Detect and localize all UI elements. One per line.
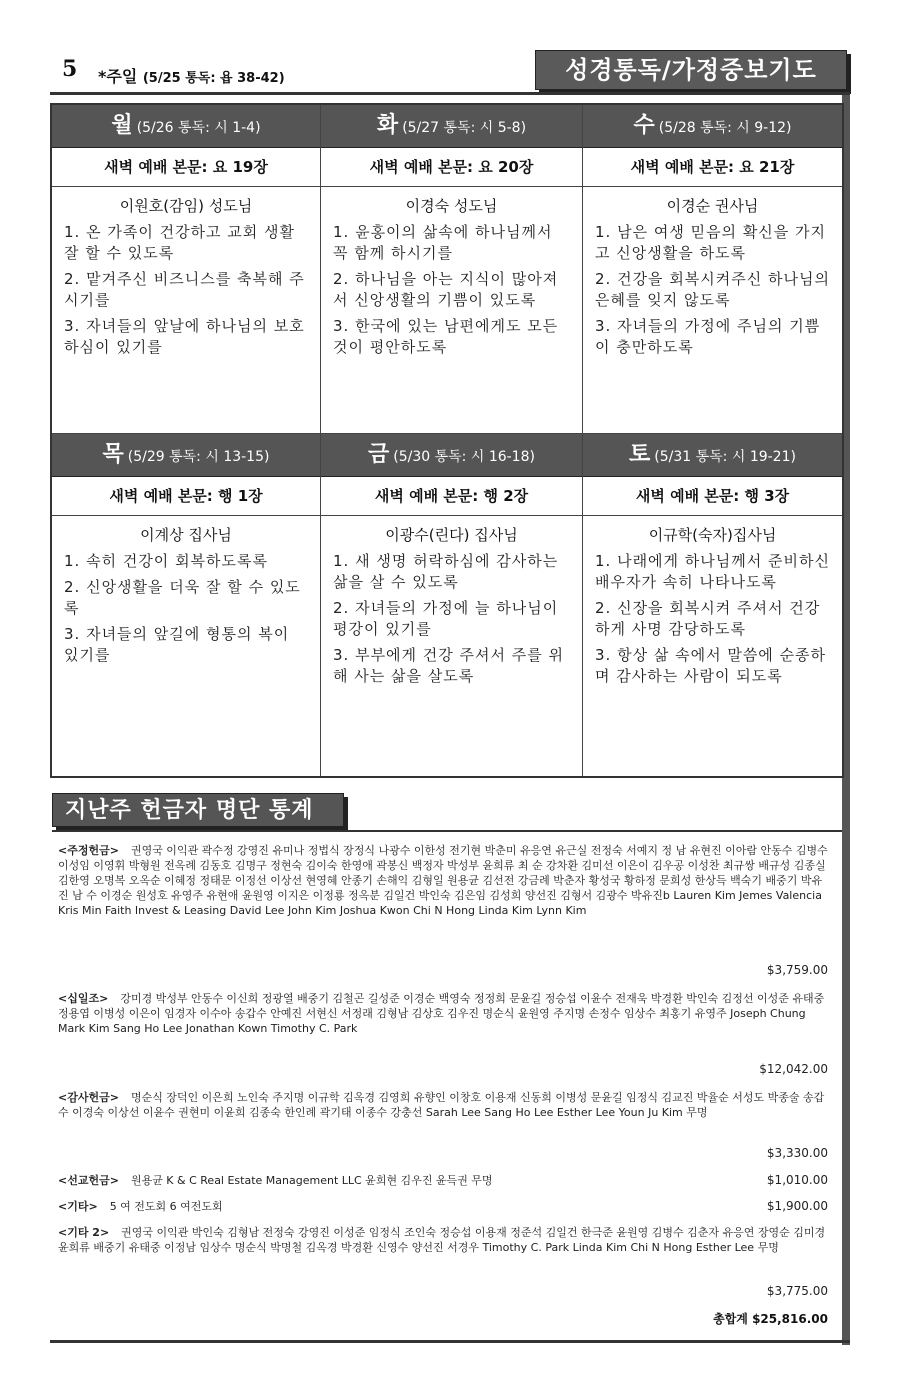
- prayer-item: 2. 건강을 회복시켜주신 하나님의 은혜를 잊지 않도록: [595, 270, 830, 309]
- day-name: 화: [376, 113, 399, 138]
- prayer-item: 2. 하나님을 아는 지식이 많아져서 신앙생활의 기쁨이 있도록: [333, 270, 559, 309]
- day-header: [321, 105, 582, 148]
- offering-block: [58, 843, 828, 918]
- offering-names: 강미경 박성부 안동수 이신희 정광열 배중기 김철곤 길성준 이경순 백영숙 정정희 문윤길 정승섭 이윤수 전재욱 박경환 박인숙 김정선 이성준 유태중 정용엽 이병성 이은이 임경자 이수아 송갑수 안예진 서현신 서정래 김형남 김상호 김우진 명순식 윤원영 주지명 손정수 임상수 최홍기 유영주 Joseph Chung Mark Kim Sang Ho Lee Jonathan Kown Timothy C. Park: [58, 992, 825, 1035]
- offering-total: 총합계 $25,816.00: [713, 1312, 828, 1326]
- offering-category: <선교헌금>: [58, 1174, 119, 1187]
- offering-names: 명순식 장덕인 이은희 노인숙 주지명 이규학 김옥경 김영희 유향인 이창호 이용재 신동희 이병성 문윤길 임정식 김교진 박율순 서성도 박종술 송갑수 이경숙 이상선 이윤수 권현미 이윤희 김종숙 한인례 곽기태 이종수 강충선 Sarah Lee Sang Ho Lee Esther Lee Youn Ju Kim 무명: [58, 1091, 825, 1119]
- offering-amount: $12,042.00: [759, 1062, 828, 1076]
- prayer-list: [321, 222, 582, 358]
- prayer-item: 1. 새 생명 허락하심에 감사하는 삶을 살 수 있도록: [333, 552, 559, 591]
- day-reading: (5/30 통독: 시 16-18): [393, 449, 535, 465]
- prayer-item: 3. 자녀들의 앞길에 형통의 복이 있기를: [64, 625, 290, 664]
- sunday-reading-range: (5/25 통독: 욥 38-42): [142, 71, 285, 86]
- day-cell-tue: [321, 105, 583, 433]
- scripture: 새벽 예배 본문: 요 20장: [321, 148, 582, 187]
- prayer-item: 2. 자녀들의 가정에 늘 하나님이 평강이 있기를: [333, 599, 559, 638]
- prayer-item: 2. 맡겨주신 비즈니스를 축복해 주시기를: [64, 270, 305, 309]
- day-reading: (5/29 통독: 시 13-15): [127, 449, 270, 465]
- day-cell-fri: [321, 434, 583, 776]
- bible-reading-prayer-title: 성경통독/가정중보기도: [535, 50, 847, 90]
- day-name: 목: [102, 442, 124, 467]
- prayer-person: 이경숙 성도님: [405, 197, 498, 215]
- day-header: [52, 105, 320, 148]
- offering-category: <기타 2>: [58, 1226, 110, 1239]
- prayer-item: 2. 신장을 회복시켜 주셔서 건강하게 사명 감당하도록: [595, 599, 821, 638]
- offering-amount: $1,900.00: [766, 1199, 828, 1213]
- offering-names: 권영국 이익관 박인숙 김형남 전정숙 강영진 이성준 임정식 조인숙 정승섭 이용재 정준석 김일건 한극준 윤원영 김병수 김춘자 유응연 장영순 김미경 윤희류 배중기 유태중 이정남 임상수 명순식 박명철 김옥경 박경환 신영수 양선진 서경우 Timothy C. Park Linda Kim Chi N Hong Esther Lee 무명: [58, 1226, 826, 1254]
- offering-category: <기타>: [58, 1200, 98, 1213]
- offering-names: 권영국 이익관 곽수정 강영진 유미나 정법식 장정식 나광수 이한성 전기현 박춘미 유응연 유근실 전정숙 서예지 정 남 유현진 이아람 안동수 김병수 이성임 이영휘 박형원 전옥례 김동호 김명구 정현숙 김이숙 한영애 곽봉신 백정자 박성부 윤희류 최 순 강차환 김미선 이은이 김우공 이성찬 최규쌍 배규성 김종실 김한영 오명복 오옥순 이혜정 정태문 이정선 이상선 현영혜 안종기 손해익 김형일 원용균 김선전 강금례 박춘자 황성국 황하정 문희성 한상득 백숙기 배중기 박유진 남 수 이경순 원성호 유영주 유현애 윤원영 이지은 이정룡 정옥분 김일건 박인숙 김은임 김성희 양선진 김형서 김광수 박유진b Lauren Kim Jemes Valencia Kris Min Faith Invest & Leasing David Lee John Kim Joshua Kwon Chi N Hong Linda Kim Lynn Kim: [58, 844, 828, 917]
- offering-amount: $1,010.00: [766, 1173, 828, 1187]
- offering-category: <주정헌금>: [58, 844, 119, 857]
- day-reading: (5/28 통독: 시 9-12): [658, 120, 792, 136]
- day-name: 토: [629, 442, 651, 467]
- offering-amount: $3,330.00: [766, 1146, 828, 1160]
- top-divider: [50, 92, 850, 95]
- prayer-list: [52, 551, 320, 666]
- prayer-person: 이원호(감임) 성도님: [119, 197, 253, 215]
- prayer-list: [321, 551, 582, 687]
- day-cell-mon: [52, 105, 321, 433]
- offering-category: <감사헌금>: [58, 1091, 119, 1104]
- prayer-item: 1. 윤홍이의 삶속에 하나님께서 꼭 함께 하시기를: [333, 223, 553, 262]
- scripture: 새벽 예배 본문: 요 19장: [52, 148, 320, 187]
- offering-amount: $3,775.00: [766, 1284, 828, 1298]
- prayer-item: 3. 자녀들의 가정에 주님의 기쁨이 충만하도록: [595, 317, 821, 356]
- prayer-item: 1. 속히 건강이 회복하도록록: [64, 552, 269, 570]
- prayer-person: 이계상 집사님: [140, 526, 232, 544]
- scripture: 새벽 예배 본문: 행 2장: [321, 477, 582, 516]
- page-number: 5: [62, 56, 78, 82]
- day-name: 수: [633, 113, 655, 138]
- offering-block: [58, 1090, 828, 1120]
- prayer-item: 3. 부부에게 건강 주셔서 주를 위해 사는 삶을 살도록: [333, 646, 565, 685]
- day-cell-sat: [583, 434, 842, 776]
- scripture: 새벽 예배 본문: 요 21장: [583, 148, 842, 187]
- offering-stats-title: 지난주 헌금자 명단 통계: [52, 793, 344, 827]
- day-header: [52, 434, 320, 477]
- offering-names: 원용균 K & C Real Estate Management LLC 윤희현 김우진 윤득권 무명: [130, 1174, 493, 1187]
- offering-block: [58, 1225, 828, 1255]
- prayer-item: 3. 한국에 있는 남편에게도 모든 것이 평안하도록: [333, 317, 559, 356]
- prayer-item: 2. 신앙생활을 더욱 잘 할 수 있도록: [64, 578, 301, 617]
- prayer-item: 3. 항상 삶 속에서 말씀에 순종하며 감사하는 사람이 되도록: [595, 646, 827, 685]
- prayer-item: 1. 나래에게 하나님께서 준비하신 배우자가 속히 나타나도록: [595, 552, 830, 591]
- day-header: [583, 434, 842, 477]
- offering-names: 5 여 전도회 6 여전도회: [109, 1200, 223, 1213]
- offering-block: [58, 1173, 828, 1188]
- prayer-person: 이광수(린다) 집사님: [385, 526, 518, 544]
- day-header: [321, 434, 582, 477]
- day-reading: (5/26 통독: 시 1-4): [136, 120, 261, 136]
- prayer-list: [583, 551, 842, 687]
- prayer-item: 1. 온 가족이 건강하고 교회 생활 잘 할 수 있도록: [64, 223, 296, 262]
- day-reading: (5/27 통독: 시 5-8): [402, 120, 527, 136]
- offering-divider: [52, 830, 842, 832]
- offering-block: [58, 991, 828, 1036]
- offering-category: <십일조>: [58, 992, 109, 1005]
- prayer-person: 이경순 권사님: [666, 197, 759, 215]
- bottom-divider: [50, 1340, 850, 1343]
- day-header: [583, 105, 842, 148]
- prayer-list: [52, 222, 320, 358]
- offering-amount: $3,759.00: [766, 963, 828, 977]
- sunday-label: *주일: [98, 67, 138, 86]
- offering-block: [58, 1199, 828, 1214]
- day-name: 월: [111, 113, 133, 138]
- prayer-list: [583, 222, 842, 358]
- scripture: 새벽 예배 본문: 행 1장: [52, 477, 320, 516]
- weekly-prayer-grid: [50, 103, 844, 778]
- day-cell-thu: [52, 434, 321, 776]
- day-reading: (5/31 통독: 시 19-21): [654, 449, 796, 465]
- day-cell-wed: [583, 105, 842, 433]
- prayer-item: 3. 자녀들의 앞날에 하나님의 보호하심이 있기를: [64, 317, 305, 356]
- prayer-item: 1. 남은 여생 믿음의 확신을 가지고 신앙생활을 하도록: [595, 223, 827, 262]
- scripture: 새벽 예배 본문: 행 3장: [583, 477, 842, 516]
- sunday-reading: [98, 64, 285, 87]
- day-name: 금: [368, 442, 390, 467]
- prayer-person: 이규학(숙자)집사님: [648, 526, 777, 544]
